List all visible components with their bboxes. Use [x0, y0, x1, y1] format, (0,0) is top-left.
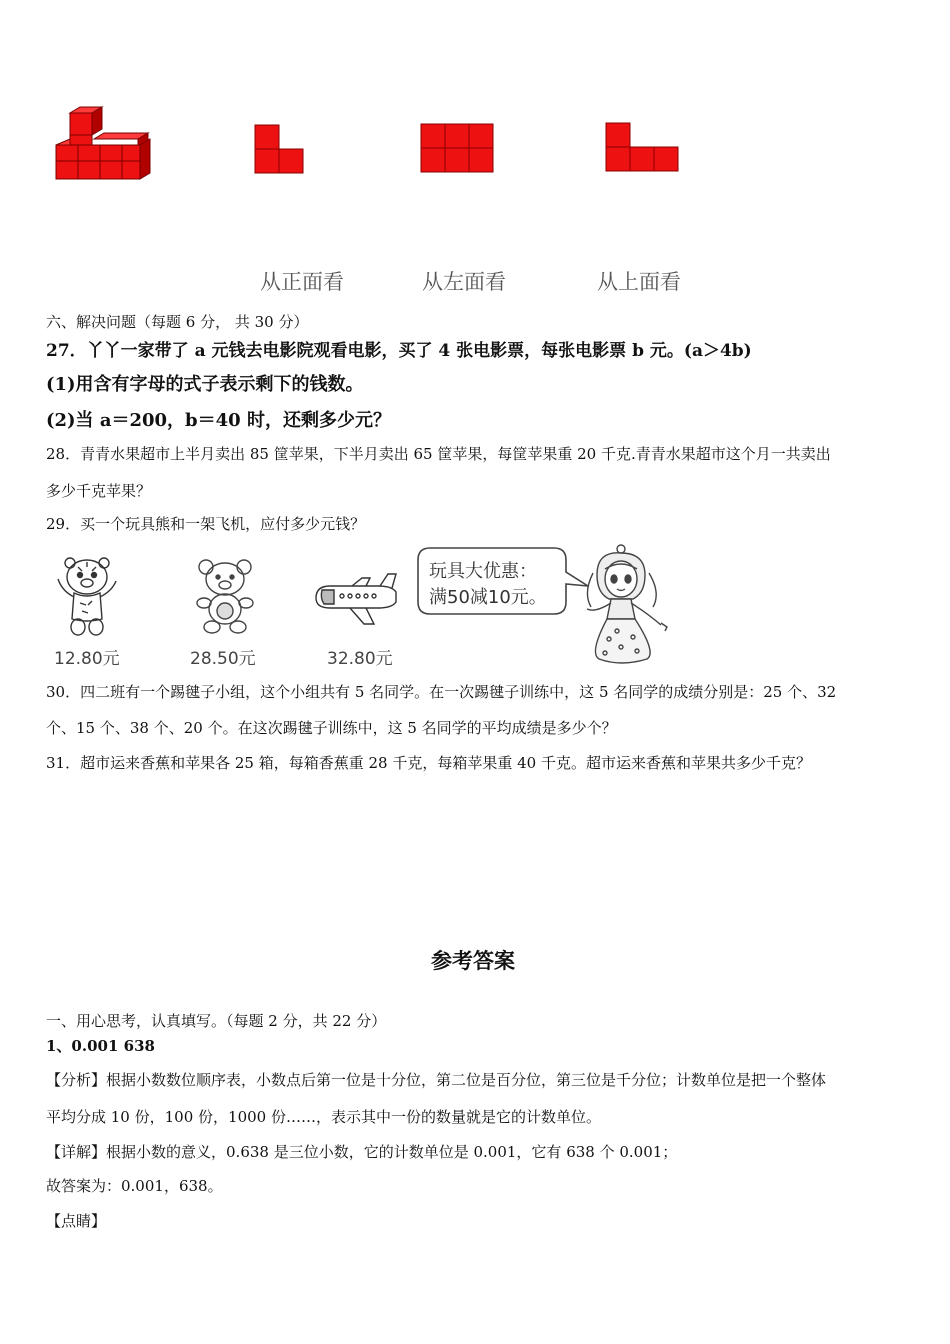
comment-label: 【点睛】: [46, 1212, 107, 1230]
bubble-line2: 满50减10元。: [429, 587, 547, 608]
q30-line1: 30．四二班有一个踢毽子小组，这个小组共有 5 名同学。在一次踢毽子训练中，这 5 名同学的成绩分别是：25 个、32: [46, 683, 837, 701]
price-bear: 28.50元: [190, 649, 256, 669]
answer-1: 1、0.001 638: [46, 1037, 155, 1055]
bubble-line1: 玩具大优惠：: [429, 561, 537, 582]
q29-stem: 29．买一个玩具熊和一架飞机，应付多少元钱？: [46, 515, 366, 533]
q28-line2: 多少千克苹果？: [46, 482, 152, 500]
q27-stem: 27．丫丫一家带了 a 元钱去电影院观看电影，买了 4 张电影票，每张电影票 b 元。(a＞4b): [46, 341, 752, 361]
q27-part1: (1)用含有字母的式子表示剩下的钱数。: [46, 374, 364, 395]
cube-view-top: [605, 122, 681, 172]
cube-solid-figure: [50, 105, 155, 187]
answers-section1: 一、用心思考，认真填写。（每题 2 分，共 22 分）: [46, 1012, 387, 1030]
result-text: 故答案为：0.001，638。: [46, 1177, 223, 1195]
price-plane: 32.80元: [327, 649, 393, 669]
girl-illustration: [577, 543, 673, 667]
q31-stem: 31．超市运来香蕉和苹果各 25 箱，每箱香蕉重 28 千克，每箱苹果重 40 千克。超市运来香蕉和苹果共多少千克？: [46, 754, 811, 772]
toy-tiger-illustration: [52, 553, 122, 637]
q28-line1: 28．青青水果超市上半月卖出 85 筐苹果，下半月卖出 65 筐苹果，每筐苹果重 20 千克.青青水果超市这个月一共卖出: [46, 445, 831, 463]
cube-view-front: [254, 124, 306, 174]
q27-part2: (2)当 a＝200，b＝40 时，还剩多少元？: [46, 410, 391, 431]
view-label-top: 从上面看: [597, 270, 681, 294]
view-label-front: 从正面看: [260, 270, 344, 294]
answers-heading: 参考答案: [431, 949, 515, 973]
detail-text: 【详解】根据小数的意义，0.638 是三位小数，它的计数单位是 0.001，它有 638 个 0.001；: [46, 1143, 678, 1161]
q30-line2: 个、15 个、38 个、20 个。在这次踢毽子训练中，这 5 名同学的平均成绩是多少个？: [46, 719, 617, 737]
view-label-left: 从左面看: [422, 270, 506, 294]
teddy-bear-illustration: [192, 557, 258, 635]
cube-view-left: [420, 123, 494, 173]
analysis-line1: 【分析】根据小数数位顺序表，小数点后第一位是十分位，第二位是百分位，第三位是千分位；计数单位是把一个整体: [46, 1071, 827, 1089]
section6-title: 六、解决问题（每题 6 分， 共 30 分）: [46, 313, 309, 331]
analysis-line2: 平均分成 10 份，100 份，1000 份……，表示其中一份的数量就是它的计数单位。: [46, 1108, 601, 1126]
airplane-illustration: [308, 572, 400, 626]
price-tiger: 12.80元: [54, 649, 120, 669]
